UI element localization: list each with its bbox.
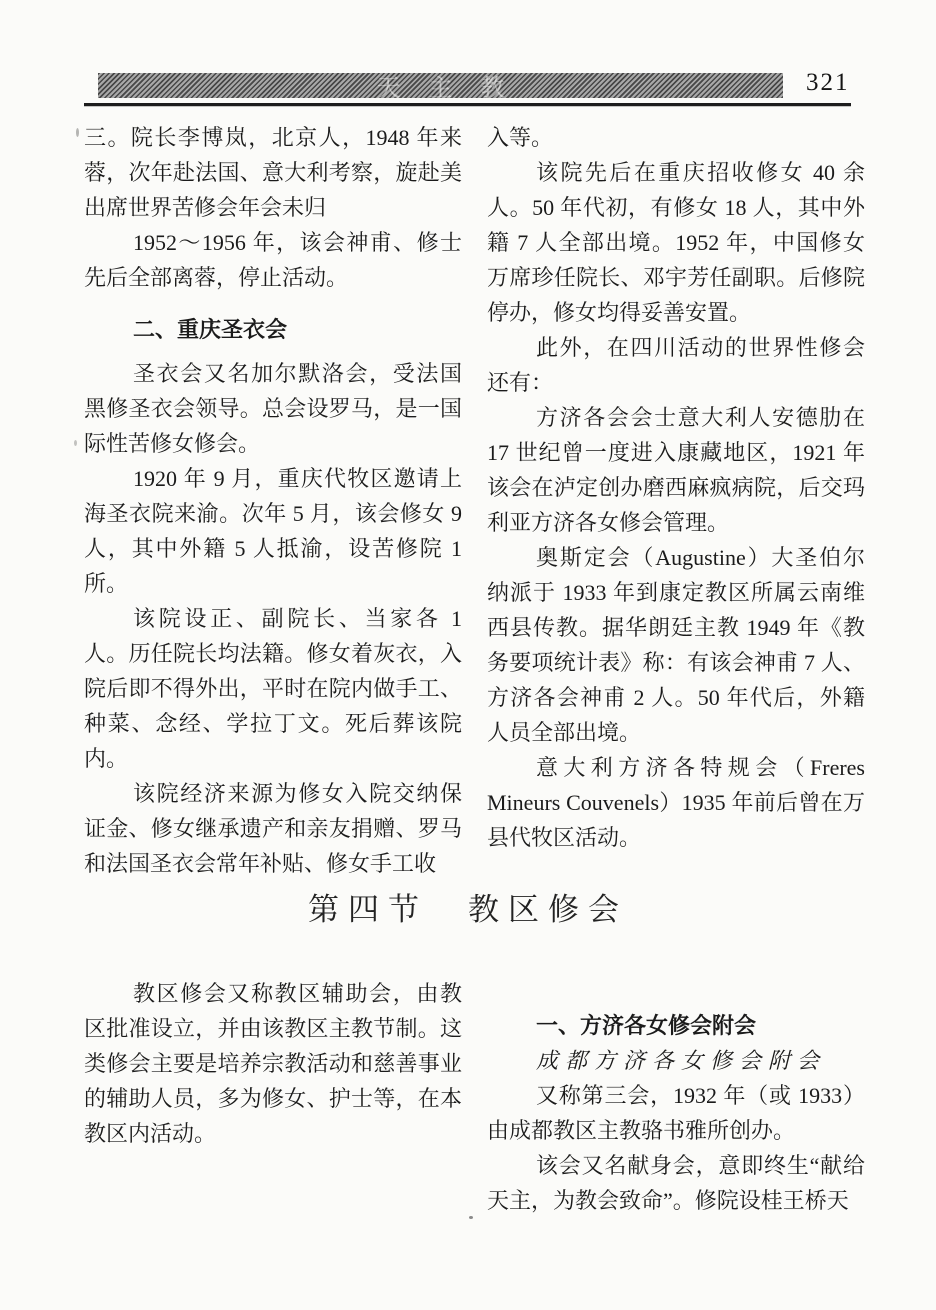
subsection-heading-chongqing-shengyihui: 二、重庆圣衣会 (133, 317, 288, 342)
page-number: 321 (806, 69, 850, 96)
header-stripe-band (98, 73, 783, 102)
paragraph: 此外，在四川活动的世界性修会还有： (487, 335, 865, 395)
paragraph: 又称第三会，1932 年（或 1933）由成都教区主教骆书雅所创办。 (487, 1083, 865, 1143)
paragraph: 该会又名献身会，意即终生“献给天主，为教会致命”。修院设桂王桥天 (487, 1153, 865, 1213)
paragraph: 三。院长李博岚，北京人，1948 年来蓉，次年赴法国、意大利考察，旋赴美出席世界苦修会年会未归 (84, 125, 462, 220)
paragraph: 奥斯定会（Augustine）大圣伯尔纳派于 1933 年到康定教区所属云南维西县传教。据华朗廷主教 1949 年《教务要项统计表》称：有该会神甫 7 人、方济各会神甫 2 人。50 年代后，外籍人员全部出境。 (487, 545, 865, 745)
paragraph: 方济各会会士意大利人安德肋在 17 世纪曾一度进入康藏地区，1921 年该会在泸定创办磨西麻疯病院，后交玛利亚方济各女修会管理。 (487, 405, 865, 535)
paragraph: 入等。 (487, 125, 554, 150)
header-rule (84, 103, 851, 106)
bottom-right-column (487, 1008, 865, 1218)
scan-speck (469, 1216, 473, 1219)
scan-speck (76, 128, 79, 137)
top-right-column (487, 120, 865, 855)
subsection-heading-fangjige-fuhui: 一、方济各女修会附会 (536, 1013, 757, 1038)
paragraph: 圣衣会又名加尔默洛会，受法国黑修圣衣会领导。总会设罗马，是一国际性苦修女修会。 (84, 361, 462, 456)
paragraph: 该院设正、副院长、当家各 1 人。历任院长均法籍。修女着灰衣，入院后即不得外出，平时在院内做手工、种菜、念经、学拉丁文。死后葬该院内。 (84, 606, 462, 771)
paragraph: 1920 年 9 月，重庆代牧区邀请上海圣衣院来渝。次年 5 月，该会修女 9 人，其中外籍 5 人抵渝，设苦修院 1 所。 (84, 466, 462, 596)
running-header-text: 天主教 (376, 76, 533, 102)
paragraph: 该院先后在重庆招收修女 40 余人。50 年代初，有修女 18 人，其中外籍 7 人全部出境。1952 年，中国修女万席珍任院长、邓宇芳任副职。后修院停办，修女均得妥善安置。 (487, 160, 865, 325)
scan-speck (74, 440, 77, 446)
top-left-column (84, 120, 462, 881)
paragraph: 该院经济来源为修女入院交纳保证金、修女继承遗产和亲友捐赠、罗马和法国圣衣会常年补贴、修女手工收 (84, 781, 462, 876)
section-heading: 第四节 教区修会 (308, 892, 628, 927)
paragraph: 教区修会又称教区辅助会，由教区批准设立，并由该教区主教节制。这类修会主要是培养宗教活动和慈善事业的辅助人员，多为修女、护士等，在本教区内活动。 (84, 981, 462, 1146)
paragraph: 1952～1956 年，该会神甫、修士先后全部离蓉，停止活动。 (84, 230, 462, 290)
bottom-left-column (84, 976, 462, 1151)
sub-subsection-heading-chengdu: 成都方济各女修会附会 (536, 1048, 827, 1073)
paragraph: 意大利方济各特规会（Freres Mineurs Couvenels）1935 年前后曾在万县代牧区活动。 (487, 755, 865, 850)
